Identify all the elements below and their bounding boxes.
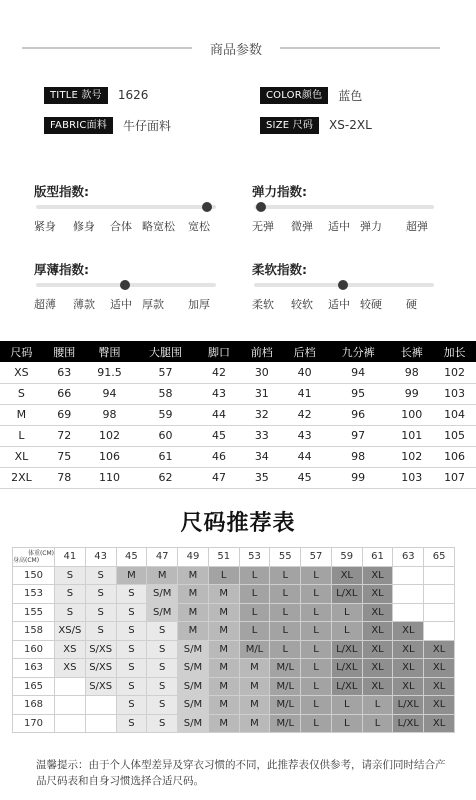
- size-cell: 98: [326, 446, 390, 467]
- size-cell: 106: [433, 446, 476, 467]
- recommend-cell: M: [208, 677, 239, 696]
- recommend-title: 尺码推荐表: [180, 511, 296, 536]
- size-cell: 42: [198, 362, 241, 383]
- size-cell: 45: [198, 425, 241, 446]
- recommend-cell: M: [239, 696, 270, 715]
- table-row: [0, 446, 476, 467]
- recommend-cell: XL: [362, 603, 393, 622]
- recommend-cell: XL: [362, 566, 393, 585]
- param-title: [44, 86, 148, 104]
- size-cell: 106: [86, 446, 134, 467]
- fabric-tag: FABRIC面料: [44, 117, 113, 134]
- recommend-cell: S: [55, 566, 86, 585]
- section-divider: [0, 36, 476, 60]
- recommend-cell: L: [331, 603, 362, 622]
- slider-knob: [338, 280, 348, 290]
- size-cell: 30: [240, 362, 283, 383]
- table-row: [0, 362, 476, 383]
- height-cell: 168: [13, 696, 55, 715]
- size-cell: 42: [283, 404, 326, 425]
- size-cell: 94: [86, 383, 134, 404]
- weight-header-cell: 63: [393, 548, 424, 567]
- recommend-cell: L: [362, 714, 393, 733]
- recommend-cell: S: [55, 585, 86, 604]
- size-table-header: [0, 341, 476, 362]
- recommend-cell: XL: [331, 566, 362, 585]
- recommend-cell: XL: [362, 659, 393, 678]
- weight-header-cell: 65: [424, 548, 455, 567]
- corner-height-label: 身高(CM): [13, 556, 40, 564]
- size-header-cell: 长裤: [390, 341, 433, 362]
- slider-option: 适中: [328, 220, 350, 233]
- size-cell: 78: [43, 467, 86, 488]
- recommend-cell: M: [208, 696, 239, 715]
- divider-line-left: [22, 47, 192, 49]
- recommend-cell: [424, 585, 455, 604]
- recommend-cell: S: [85, 585, 116, 604]
- size-cell: 101: [390, 425, 433, 446]
- recommend-cell: S/XS: [85, 677, 116, 696]
- size-cell: 69: [43, 404, 86, 425]
- table-row: [0, 404, 476, 425]
- corner-weight-label: 体重(CM): [27, 549, 54, 557]
- recommend-cell: XL: [424, 659, 455, 678]
- recommend-cell: XL: [424, 696, 455, 715]
- fabric-value: 牛仔面料: [123, 118, 172, 133]
- height-cell: 153: [13, 585, 55, 604]
- height-cell: 163: [13, 659, 55, 678]
- size-cell: 95: [326, 383, 390, 404]
- table-row: [13, 585, 455, 604]
- size-cell: 98: [86, 404, 134, 425]
- height-cell: 150: [13, 566, 55, 585]
- recommend-cell: L: [301, 566, 332, 585]
- param-color: [260, 86, 362, 104]
- size-cell: 46: [198, 446, 241, 467]
- recommend-cell: L/XL: [331, 677, 362, 696]
- size-cell: 103: [433, 383, 476, 404]
- weight-header-cell: 57: [301, 548, 332, 567]
- size-cell: 43: [283, 425, 326, 446]
- size-cell: 59: [133, 404, 197, 425]
- recommend-cell: L/XL: [331, 659, 362, 678]
- recommend-cell: M: [239, 677, 270, 696]
- size-cell: XS: [0, 362, 43, 383]
- size-cell: 102: [390, 446, 433, 467]
- recommend-cell: XL: [362, 640, 393, 659]
- recommend-cell: L: [331, 696, 362, 715]
- size-cell: 66: [43, 383, 86, 404]
- recommend-cell: L: [301, 640, 332, 659]
- slider-track: [36, 205, 216, 209]
- height-cell: 155: [13, 603, 55, 622]
- size-cell: M: [0, 404, 43, 425]
- size-header-cell: 后档: [283, 341, 326, 362]
- recommend-cell: L: [301, 659, 332, 678]
- size-cell: 60: [133, 425, 197, 446]
- recommend-cell: XL: [362, 585, 393, 604]
- height-cell: 158: [13, 622, 55, 641]
- recommend-cell: M: [208, 659, 239, 678]
- recommend-cell: L: [270, 622, 301, 641]
- recommend-cell: XL: [424, 714, 455, 733]
- table-row: [13, 622, 455, 641]
- size-header-cell: 前档: [240, 341, 283, 362]
- weight-header-cell: 43: [85, 548, 116, 567]
- recommend-cell: XL: [393, 640, 424, 659]
- recommend-cell: S: [116, 696, 147, 715]
- size-cell: 96: [326, 404, 390, 425]
- recommend-cell: M/L: [270, 659, 301, 678]
- size-header-cell: 脚口: [198, 341, 241, 362]
- recommend-cell: XS: [55, 640, 86, 659]
- size-header-cell: 臀围: [86, 341, 134, 362]
- slider-knob: [120, 280, 130, 290]
- recommend-cell: XL: [393, 622, 424, 641]
- recommend-cell: M: [116, 566, 147, 585]
- recommend-cell: L: [331, 622, 362, 641]
- slider-track: [254, 205, 434, 209]
- recommend-cell: S/M: [178, 659, 209, 678]
- recommend-cell: M: [239, 659, 270, 678]
- param-size: [260, 116, 372, 134]
- recommend-cell: XS: [55, 659, 86, 678]
- height-cell: 160: [13, 640, 55, 659]
- recommend-cell: M: [208, 640, 239, 659]
- weight-header-cell: 41: [55, 548, 86, 567]
- recommend-cell: S/M: [147, 603, 178, 622]
- recommend-cell: S: [147, 714, 178, 733]
- recommend-cell: M: [178, 585, 209, 604]
- size-cell: 102: [433, 362, 476, 383]
- recommend-cell: S: [116, 640, 147, 659]
- recommend-cell: S: [55, 603, 86, 622]
- size-cell: 44: [283, 446, 326, 467]
- recommend-cell: M/L: [270, 714, 301, 733]
- recommend-cell: [393, 603, 424, 622]
- recommend-cell: L: [270, 603, 301, 622]
- recommend-cell: M: [178, 603, 209, 622]
- recommend-cell: M/L: [270, 677, 301, 696]
- size-header-cell: 尺码: [0, 341, 43, 362]
- size-cell: 99: [390, 383, 433, 404]
- table-row: [13, 566, 455, 585]
- recommend-cell: M: [147, 566, 178, 585]
- slider-option: 适中: [328, 298, 350, 311]
- recommend-cell: M: [208, 714, 239, 733]
- recommend-cell: S/M: [178, 640, 209, 659]
- recommend-cell: L: [270, 585, 301, 604]
- table-row: [0, 383, 476, 404]
- size-header-cell: 加长: [433, 341, 476, 362]
- slider-option: 无弹: [252, 220, 274, 233]
- recommend-cell: S: [116, 603, 147, 622]
- recommend-cell: XL: [424, 677, 455, 696]
- table-row: [13, 659, 455, 678]
- size-cell: 63: [43, 362, 86, 383]
- recommend-cell: S: [85, 566, 116, 585]
- recommend-cell: S: [116, 659, 147, 678]
- size-cell: 100: [390, 404, 433, 425]
- recommend-cell: S/XS: [85, 640, 116, 659]
- slider-title: 版型指数:: [34, 184, 89, 199]
- recommend-cell: L: [301, 696, 332, 715]
- size-cell: 62: [133, 467, 197, 488]
- recommend-table-header: [13, 548, 455, 567]
- recommend-cell: L/XL: [393, 696, 424, 715]
- size-cell: XL: [0, 446, 43, 467]
- recommend-cell: XS/S: [55, 622, 86, 641]
- size-cell: 41: [283, 383, 326, 404]
- table-row: [13, 603, 455, 622]
- recommend-cell: L: [239, 566, 270, 585]
- table-row: [0, 467, 476, 488]
- color-tag: COLOR颜色: [260, 87, 328, 104]
- size-cell: 99: [326, 467, 390, 488]
- size-cell: 2XL: [0, 467, 43, 488]
- recommend-cell: [55, 677, 86, 696]
- slider-knob: [256, 202, 266, 212]
- size-header-cell: 大腿围: [133, 341, 197, 362]
- recommend-corner: [13, 548, 55, 567]
- size-table: [0, 341, 476, 489]
- slider-option: 适中: [110, 298, 132, 311]
- table-row: [0, 425, 476, 446]
- recommend-cell: L: [362, 696, 393, 715]
- size-cell: S: [0, 383, 43, 404]
- size-cell: 103: [390, 467, 433, 488]
- title-tag: TITLE 款号: [44, 87, 108, 104]
- recommend-cell: [55, 696, 86, 715]
- recommend-cell: S: [147, 640, 178, 659]
- recommend-cell: XL: [424, 640, 455, 659]
- recommend-cell: [424, 622, 455, 641]
- recommend-cell: [393, 566, 424, 585]
- size-cell: 34: [240, 446, 283, 467]
- recommend-cell: XL: [393, 677, 424, 696]
- recommend-cell: [85, 714, 116, 733]
- recommend-cell: [85, 696, 116, 715]
- recommend-cell: S/XS: [85, 659, 116, 678]
- weight-header-cell: 59: [331, 548, 362, 567]
- slider-option: 超弹: [406, 220, 428, 233]
- size-cell: 104: [433, 404, 476, 425]
- recommend-cell: S/M: [178, 696, 209, 715]
- size-cell: 98: [390, 362, 433, 383]
- recommend-cell: L: [208, 566, 239, 585]
- recommend-cell: L: [239, 603, 270, 622]
- size-cell: 31: [240, 383, 283, 404]
- slider-title: 柔软指数:: [252, 262, 307, 277]
- size-cell: 45: [283, 467, 326, 488]
- recommend-cell: L: [270, 566, 301, 585]
- slider-option: 较硬: [360, 298, 382, 311]
- recommend-cell: L: [301, 714, 332, 733]
- size-value: XS-2XL: [329, 118, 372, 132]
- weight-header-cell: 49: [178, 548, 209, 567]
- size-cell: 107: [433, 467, 476, 488]
- size-header-cell: 九分裤: [326, 341, 390, 362]
- recommend-cell: S: [147, 677, 178, 696]
- notice-text: 温馨提示：由于个人体型差异及穿衣习惯的不同，此推荐表仅供参考，请亲们同时结合产品尺码表和自身习惯选择合适尺码。: [36, 759, 446, 787]
- height-cell: 165: [13, 677, 55, 696]
- slider-option: 略宽松: [142, 220, 175, 233]
- size-cell: 75: [43, 446, 86, 467]
- recommend-cell: L: [331, 714, 362, 733]
- slider-knob: [202, 202, 212, 212]
- recommend-cell: M/L: [239, 640, 270, 659]
- size-cell: 44: [198, 404, 241, 425]
- size-cell: 105: [433, 425, 476, 446]
- recommend-cell: L: [301, 622, 332, 641]
- size-cell: 43: [198, 383, 241, 404]
- slider-option: 薄款: [73, 298, 95, 311]
- recommend-cell: [55, 714, 86, 733]
- weight-header-cell: 47: [147, 548, 178, 567]
- size-cell: 91.5: [86, 362, 134, 383]
- size-cell: 57: [133, 362, 197, 383]
- slider-option: 合体: [110, 220, 132, 233]
- recommend-cell: M: [178, 622, 209, 641]
- recommend-cell: M: [208, 585, 239, 604]
- slider-0: [34, 182, 234, 233]
- recommend-cell: L: [270, 640, 301, 659]
- slider-option: 较软: [291, 298, 313, 311]
- size-cell: 102: [86, 425, 134, 446]
- table-row: [13, 696, 455, 715]
- weight-header-cell: 61: [362, 548, 393, 567]
- recommend-cell: M: [208, 603, 239, 622]
- size-header-cell: 腰围: [43, 341, 86, 362]
- size-cell: 47: [198, 467, 241, 488]
- slider-3: [252, 260, 452, 311]
- size-cell: 94: [326, 362, 390, 383]
- recommend-cell: S: [116, 585, 147, 604]
- weight-header-cell: 55: [270, 548, 301, 567]
- recommend-cell: L/XL: [331, 585, 362, 604]
- recommend-cell: S/M: [178, 677, 209, 696]
- table-row: [13, 714, 455, 733]
- table-row: [13, 677, 455, 696]
- recommend-cell: L: [239, 585, 270, 604]
- recommend-cell: M: [208, 622, 239, 641]
- recommend-cell: S: [147, 659, 178, 678]
- slider-option: 修身: [73, 220, 95, 233]
- weight-header-cell: 51: [208, 548, 239, 567]
- slider-option: 厚款: [142, 298, 164, 311]
- recommend-cell: [393, 585, 424, 604]
- recommend-cell: S/M: [178, 714, 209, 733]
- title-value: 1626: [117, 88, 149, 102]
- recommend-cell: S/M: [147, 585, 178, 604]
- slider-2: [34, 260, 234, 311]
- slider-title: 厚薄指数:: [34, 262, 89, 277]
- slider-option: 柔软: [252, 298, 274, 311]
- size-cell: 110: [86, 467, 134, 488]
- table-row: [13, 640, 455, 659]
- recommend-cell: M: [239, 714, 270, 733]
- divider-line-right: [280, 47, 440, 49]
- param-fabric: [44, 116, 171, 134]
- size-cell: 97: [326, 425, 390, 446]
- recommend-cell: S: [116, 714, 147, 733]
- size-cell: 61: [133, 446, 197, 467]
- recommend-cell: XL: [393, 659, 424, 678]
- slider-option: 微弹: [291, 220, 313, 233]
- slider-option: 加厚: [188, 298, 210, 311]
- recommend-cell: [424, 566, 455, 585]
- size-cell: 32: [240, 404, 283, 425]
- recommend-cell: M/L: [270, 696, 301, 715]
- slider-1: [252, 182, 452, 233]
- recommend-cell: S: [147, 622, 178, 641]
- slider-option: 超薄: [34, 298, 56, 311]
- size-cell: 35: [240, 467, 283, 488]
- slider-option: 硬: [406, 298, 417, 311]
- recommend-cell: L: [301, 603, 332, 622]
- recommend-cell: S: [116, 677, 147, 696]
- color-value: 蓝色: [338, 88, 363, 103]
- recommend-cell: XL: [362, 622, 393, 641]
- recommend-cell: S: [85, 603, 116, 622]
- recommend-cell: L/XL: [331, 640, 362, 659]
- recommend-cell: [424, 603, 455, 622]
- recommend-cell: L: [301, 677, 332, 696]
- recommend-cell: L: [239, 622, 270, 641]
- section-title: 商品参数: [209, 43, 262, 58]
- size-cell: 72: [43, 425, 86, 446]
- recommend-table: [12, 547, 455, 733]
- weight-header-cell: 45: [116, 548, 147, 567]
- slider-option: 紧身: [34, 220, 56, 233]
- recommend-cell: S: [116, 622, 147, 641]
- size-cell: 58: [133, 383, 197, 404]
- recommend-cell: L: [301, 585, 332, 604]
- recommend-cell: S: [85, 622, 116, 641]
- recommend-cell: S: [147, 696, 178, 715]
- weight-header-cell: 53: [239, 548, 270, 567]
- slider-option: 弹力: [360, 220, 382, 233]
- recommend-cell: M: [178, 566, 209, 585]
- height-cell: 170: [13, 714, 55, 733]
- recommend-cell: XL: [362, 677, 393, 696]
- size-cell: L: [0, 425, 43, 446]
- recommend-cell: L/XL: [393, 714, 424, 733]
- slider-title: 弹力指数:: [252, 184, 307, 199]
- size-tag: SIZE 尺码: [260, 117, 319, 134]
- size-cell: 40: [283, 362, 326, 383]
- size-cell: 33: [240, 425, 283, 446]
- slider-option: 宽松: [188, 220, 210, 233]
